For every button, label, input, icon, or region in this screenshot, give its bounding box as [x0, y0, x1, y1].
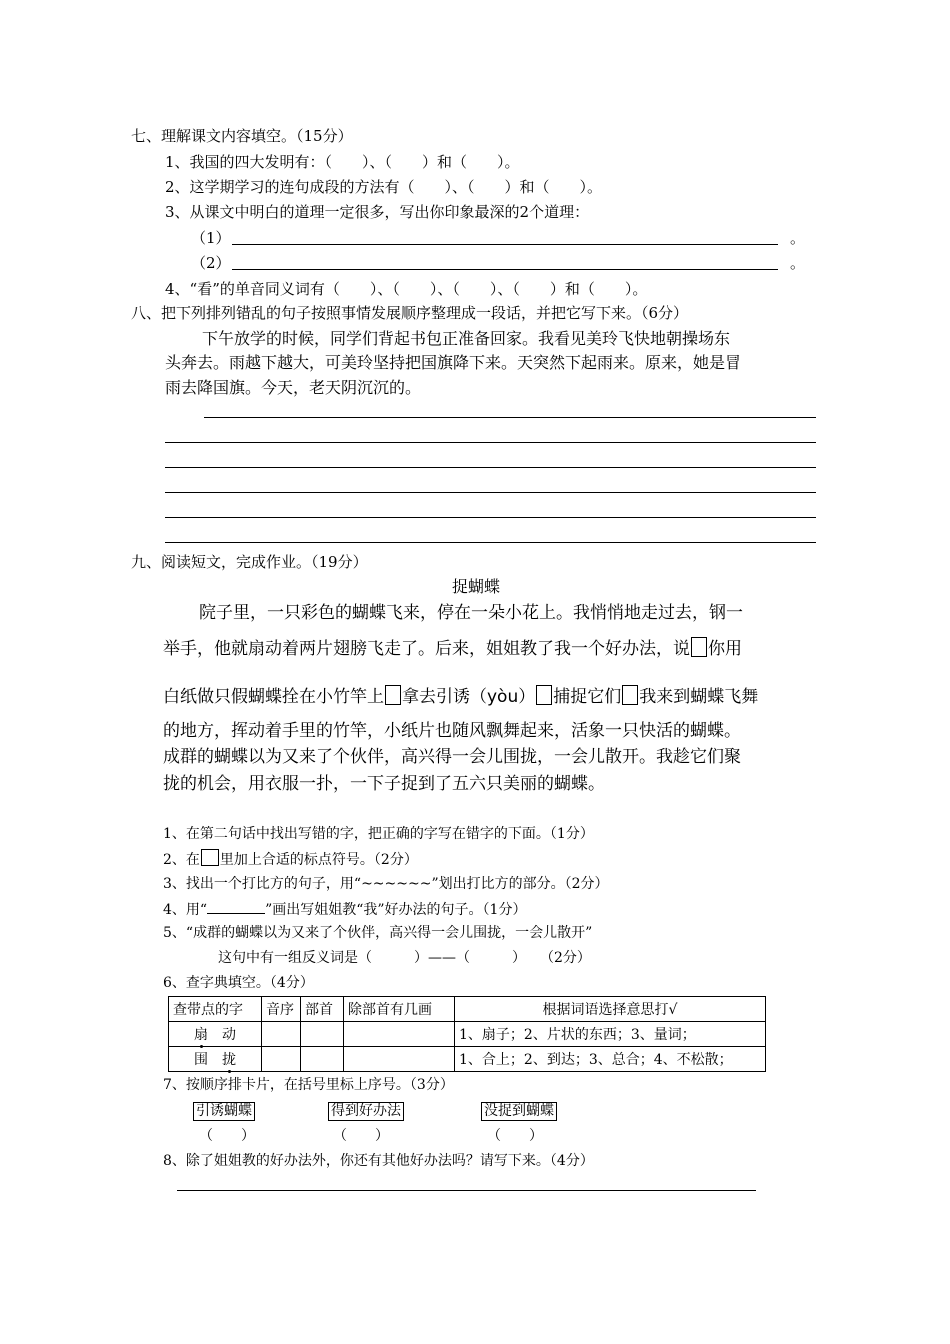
story-title: 捉蝴蝶 [452, 577, 501, 596]
answer-line[interactable] [232, 269, 778, 270]
punctuation-box[interactable] [536, 685, 552, 705]
section-8-title: 八、把下列排列错乱的句子按照事情发展顺序整理成一段话，并把它写下来。（6分） [131, 304, 689, 322]
table-header: 音序 [262, 997, 301, 1022]
card-1[interactable]: 引诱蝴蝶 [193, 1101, 255, 1121]
table-row [169, 1022, 766, 1047]
answer-line[interactable] [165, 542, 816, 543]
card-1-order[interactable]: （ ） [199, 1128, 255, 1144]
s7-q3-label-1: （1） [191, 229, 231, 247]
table-header: 部首 [301, 997, 344, 1022]
table-cell-word: 扇 动 [169, 1022, 262, 1047]
table-header: 根据词语选择意思打√ [455, 997, 766, 1022]
table-header: 查带点的字 [169, 997, 262, 1022]
s7-q3-period-2: 。 [790, 254, 806, 272]
table-cell-input[interactable] [301, 1022, 344, 1047]
punctuation-box[interactable] [385, 685, 401, 705]
s9-question-5-answer: 这句中有一组反义词是（ ）——（ ） （2分） [218, 950, 591, 966]
table-cell-input[interactable] [262, 1047, 301, 1072]
s7-q3-period-1: 。 [790, 229, 806, 247]
card-2[interactable]: 得到好办法 [328, 1101, 404, 1121]
answer-line[interactable] [204, 417, 816, 418]
section-7-title: 七、理解课文内容填空。（15分） [131, 127, 353, 145]
story-line-1: 院子里，一只彩色的蝴蝶飞来，停在一朵小花上。我悄悄地走过去，钢一 [199, 603, 743, 623]
s9-question-5: 5、“成群的蝴蝶以为又来了个伙伴，高兴得一会儿围拢，一会儿散开” [163, 925, 593, 941]
s9-question-6: 6、查字典填空。（4分） [163, 975, 314, 991]
s7-q3-label-2: （2） [191, 254, 231, 272]
s7-question-3: 3、从课文中明白的道理一定很多，写出你印象最深的2个道理： [165, 203, 590, 221]
table-header: 除部首有几画 [344, 997, 455, 1022]
answer-line[interactable] [165, 467, 816, 468]
table-header-row [169, 997, 766, 1022]
section-9-title: 九、阅读短文，完成作业。（19分） [131, 553, 368, 571]
s9-question-1: 1、在第二句话中找出写错的字，把正确的字写在错字的下面。（1分） [163, 826, 594, 842]
table-cell-input[interactable] [301, 1047, 344, 1072]
s9-question-8: 8、除了姐姐教的好办法外，你还有其他好办法吗？请写下来。（4分） [163, 1153, 594, 1169]
s7-question-4: 4、“看”的单音同义词有（ ）、（ ）、（ ）、（ ）和（ ）。 [165, 280, 648, 298]
table-cell-options[interactable]: 1、合上；2、到达；3、总合；4、不松散； [455, 1047, 766, 1072]
story-line-3: 白纸做只假蝴蝶拴在小竹竿上 拿去引诱（yòu） 捕捉它们 我来到蝴蝶飞舞 [163, 687, 759, 707]
story-line-4: 的地方，挥动着手里的竹竿，小纸片也随风飘舞起来，活象一只快活的蝴蝶。 [163, 721, 741, 741]
card-2-order[interactable]: （ ） [333, 1128, 389, 1144]
table-cell-word: 围 拢 [169, 1047, 262, 1072]
punctuation-box[interactable] [622, 685, 638, 705]
table-cell-input[interactable] [344, 1047, 455, 1072]
table-cell-input[interactable] [344, 1022, 455, 1047]
answer-line[interactable] [232, 244, 778, 245]
s9-question-4: 4、用“ ”画出写姐姐教“我”好办法的句子。（1分） [163, 899, 526, 920]
example-box [201, 849, 219, 866]
s7-question-2: 2、这学期学习的连句成段的方法有（ ）、（ ）和（ ）。 [165, 178, 603, 196]
story-line-5: 成群的蝴蝶以为又来了个伙伴，高兴得一会儿围拢，一会儿散开。我趁它们聚 [163, 747, 741, 767]
answer-line[interactable] [165, 442, 816, 443]
s8-paragraph-line-2: 头奔去。雨越下越大，可美玲坚持把国旗降下来。天突然下起雨来。原来，她是冒 [165, 353, 742, 372]
underline-sample [207, 899, 265, 914]
answer-line[interactable] [165, 517, 816, 518]
answer-line[interactable] [165, 492, 816, 493]
s9-question-3: 3、找出一个打比方的句子，用“~~~~~~”划出打比方的部分。（2分） [163, 876, 609, 892]
answer-line[interactable] [177, 1190, 756, 1191]
card-3[interactable]: 没捉到蝴蝶 [481, 1101, 557, 1121]
dictionary-table [168, 996, 766, 1072]
punctuation-box[interactable] [691, 637, 707, 657]
story-line-2: 举手，他就扇动着两片翅膀飞走了。后来，姐姐教了我一个好办法，说 你用 [163, 639, 742, 659]
card-3-order[interactable]: （ ） [487, 1128, 543, 1144]
s8-paragraph-line-1: 下午放学的时候，同学们背起书包正准备回家。我看见美玲飞快地朝操场东 [202, 329, 731, 348]
s9-question-2: 2、在 里加上合适的标点符号。（2分） [163, 849, 418, 870]
s8-paragraph-line-3: 雨去降国旗。今天，老天阴沉沉的。 [165, 378, 422, 397]
table-cell-input[interactable] [262, 1022, 301, 1047]
story-line-6: 拢的机会，用衣服一扑，一下子捉到了五六只美丽的蝴蝶。 [163, 774, 605, 794]
table-cell-options[interactable]: 1、扇子；2、片状的东西；3、量词； [455, 1022, 766, 1047]
s7-question-1: 1、我国的四大发明有：（ ）、（ ）和（ ）。 [165, 153, 520, 171]
s9-question-7: 7、按顺序排卡片，在括号里标上序号。（3分） [163, 1077, 454, 1093]
table-row [169, 1047, 766, 1072]
